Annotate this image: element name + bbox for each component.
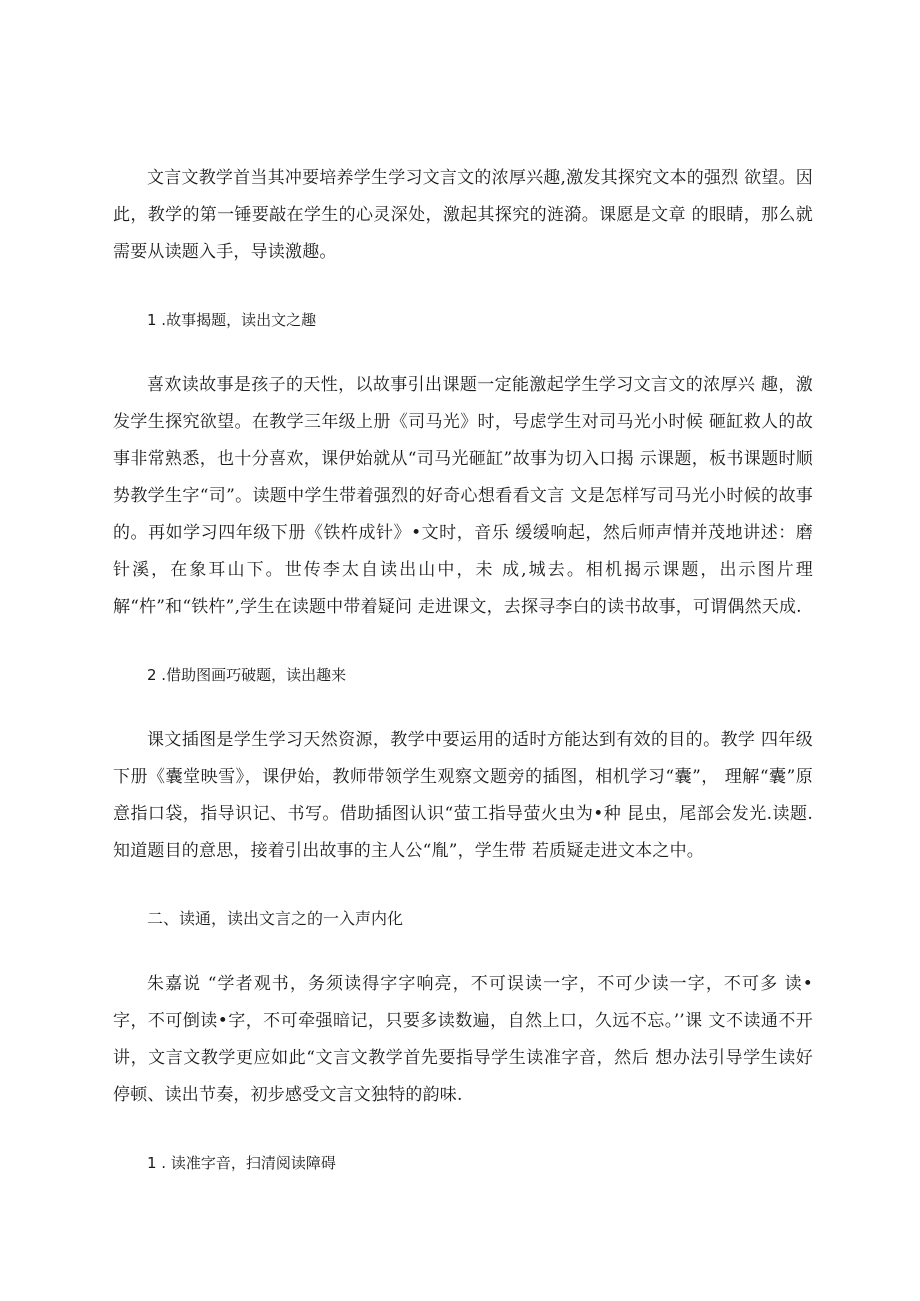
document-page bbox=[113, 160, 813, 1178]
paragraph-story: 喜欢读故事是孩子的天性，以故事引出课题一定能激起学生学习文言文的浓厚兴 趣，激发学生探究欲望。在教学三年级上册《司马光》时，号虑学生对司马光小时候 砸缸救人的故事非常熟悉，也十分喜欢，课伊始就从“司马光砸缸”故事为切入口揭 示课题，板书课题时顺势教学生字“司”。读题中学生带着强烈的好奇心想看看文言 文是怎样写司马光小时候的故事的。再如学习四年级下册《铁杵成针》•文时，音乐 缓缓响起，然后师声情并茂地讲述：磨针溪，在象耳山下。世传李太自读出山中，未 成,城去。相机揭示课题，出示图片理解“杵”和“铁杵”,学生在读题中带着疑问 走进课文，去探寻李白的读书故事，可谓偶然天成. bbox=[113, 375, 813, 617]
section-heading-4: 1 . 读准字音，扫清阅读障碍 bbox=[147, 1154, 336, 1172]
paragraph-intro: 文言文教学首当其冲要培养学生学习文言文的浓厚兴趣,激发其探究文本的强烈 欲望。因此，教学的第一锤要敲在学生的心灵深处，激起其探究的涟漪。课愿是文章 的眼睛，那么就需要从读题入手，导读激趣。 bbox=[113, 168, 813, 262]
section-heading-1: 1 .故事揭题，读出文之趣 bbox=[147, 311, 317, 329]
section-heading-2: 2 .借助图画巧破题，读出趣来 bbox=[147, 666, 347, 684]
section-heading-3: 二、读通，读出文言之的一入声内化 bbox=[147, 909, 404, 928]
paragraph-illustration: 课文插图是学生学习天然资源，教学中要运用的适时方能达到有效的目的。教学 四年级下册《囊堂映雪》，课伊始，教师带领学生观察文题旁的插图，相机学习“囊”， 理解“囊”原意指口袋，指导识记、书写。借助插图认识“萤工指导萤火虫为•种 昆虫，尾部会发光.读题.知道题目的意思，接着引出故事的主人公“胤”，学生带 若质疑走进文本之中。 bbox=[113, 730, 813, 861]
paragraph-reading: 朱嘉说 “学者观书，务须读得字字响亮，不可误读一字，不可少读一字，不可多 读•字，不可倒读•字，不可牵强暗记，只要多读数遍，自然上口，久远不忘。’’课 文不读通不开讲，文言文教学更应如此“文言文教学首先要指导学生读准字音，然后 想办法引导学生读好停顿、读出节奏，初步感受文言文独特的韵味. bbox=[113, 974, 813, 1105]
